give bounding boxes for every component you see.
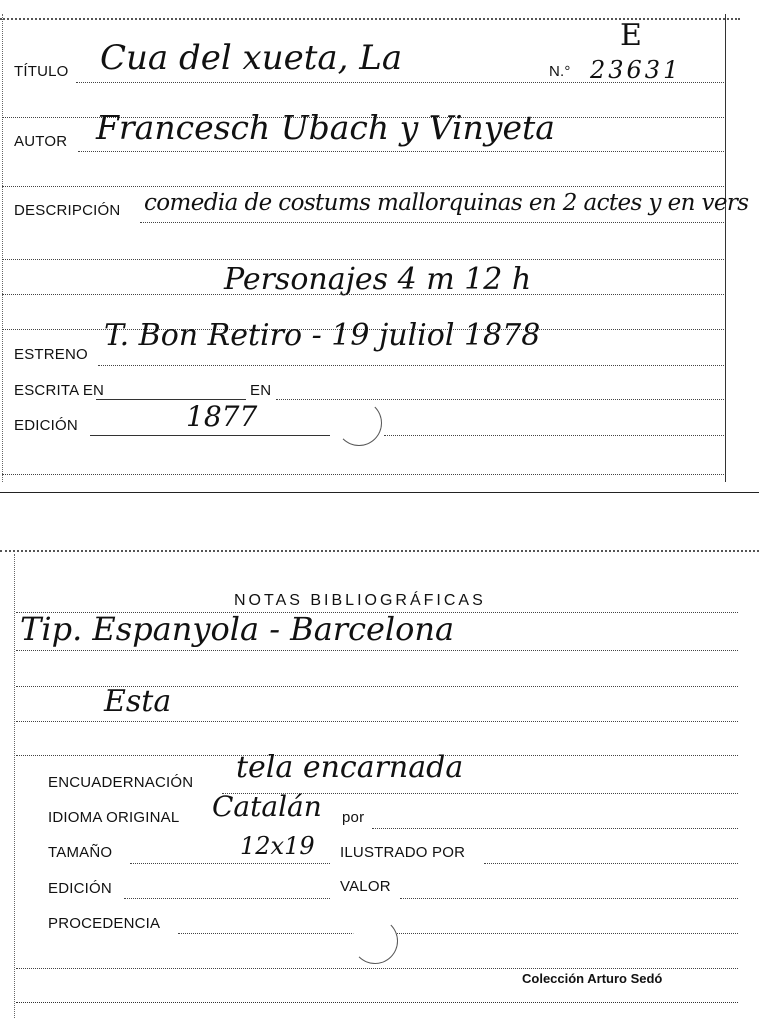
ilustrado-label: ILUSTRADO POR	[340, 844, 466, 861]
punch-hole	[352, 918, 398, 964]
valor-label: VALOR	[340, 878, 391, 895]
autor-rule	[78, 151, 724, 152]
estreno-label: ESTRENO	[14, 346, 88, 363]
personajes-value: Personajes 4 m 12 h	[224, 262, 532, 297]
card-bottom-edge	[16, 1002, 738, 1003]
titulo-label: TÍTULO	[14, 63, 69, 80]
en-label: EN	[250, 382, 272, 399]
card-top-edge	[0, 550, 759, 552]
idioma-value: Catalán	[212, 790, 322, 823]
edicion-rule-right	[384, 435, 724, 436]
blank-rule-b1	[16, 650, 738, 651]
tamano-rule	[130, 863, 330, 864]
numero-label: N.°	[549, 63, 571, 80]
tamano-label: TAMAÑO	[48, 844, 113, 861]
idioma-label: IDIOMA ORIGINAL	[48, 809, 180, 826]
estreno-value: T. Bon Retiro - 19 juliol 1878	[104, 318, 541, 353]
edicion-label: EDICIÓN	[14, 417, 78, 434]
descripcion-label: DESCRIPCIÓN	[14, 202, 121, 219]
card-left-edge	[2, 14, 3, 482]
por-rule	[372, 828, 738, 829]
estreno-rule	[98, 365, 724, 366]
autor-label: AUTOR	[14, 133, 68, 150]
procedencia-rule	[178, 933, 738, 934]
note-line-1: Tip. Espanyola - Barcelona	[20, 610, 455, 648]
encuadernacion-value: tela encarnada	[236, 750, 464, 785]
card-right-edge	[725, 14, 726, 482]
blank-rule-b5	[16, 968, 738, 969]
collection-credit: Colección Arturo Sedó	[522, 971, 663, 986]
punch-hole	[336, 400, 382, 446]
autor-value: Francesch Ubach y Vinyeta	[96, 108, 555, 147]
blank-rule-b3	[16, 721, 738, 722]
catalog-card-top	[0, 0, 749, 492]
edicion-label-bottom: EDICIÓN	[48, 880, 112, 897]
descripcion-value: comedia de costums mallorquinas en 2 actes y en vers	[144, 190, 749, 216]
encuadernacion-label: ENCUADERNACIÓN	[48, 774, 194, 791]
titulo-rule	[76, 82, 724, 83]
numero-value: 23631	[590, 56, 682, 84]
descripcion-rule	[140, 222, 724, 223]
tamano-value: 12x19	[240, 832, 315, 860]
en-rule	[276, 399, 724, 400]
edicion-rule-bottom	[124, 898, 330, 899]
bottom-rule	[2, 474, 724, 475]
corner-mark: E	[620, 18, 642, 53]
titulo-value: Cua del xueta, La	[100, 38, 403, 78]
catalog-card-bottom	[0, 540, 759, 1028]
card-separator	[0, 492, 759, 493]
procedencia-label: PROCEDENCIA	[48, 915, 161, 932]
valor-rule	[400, 898, 738, 899]
blank-rule-2	[2, 186, 724, 187]
escrita-label: ESCRITA EN	[14, 382, 105, 399]
blank-rule-4	[2, 294, 724, 295]
edicion-value: 1877	[186, 400, 258, 433]
card-left-edge	[14, 554, 15, 1018]
note-line-2: Esta	[104, 684, 172, 719]
edicion-rule	[90, 435, 330, 436]
ilustrado-rule	[484, 863, 738, 864]
blank-rule-3	[2, 259, 724, 260]
notas-heading: NOTAS BIBLIOGRÁFICAS	[234, 592, 486, 609]
por-label: por	[342, 809, 365, 826]
